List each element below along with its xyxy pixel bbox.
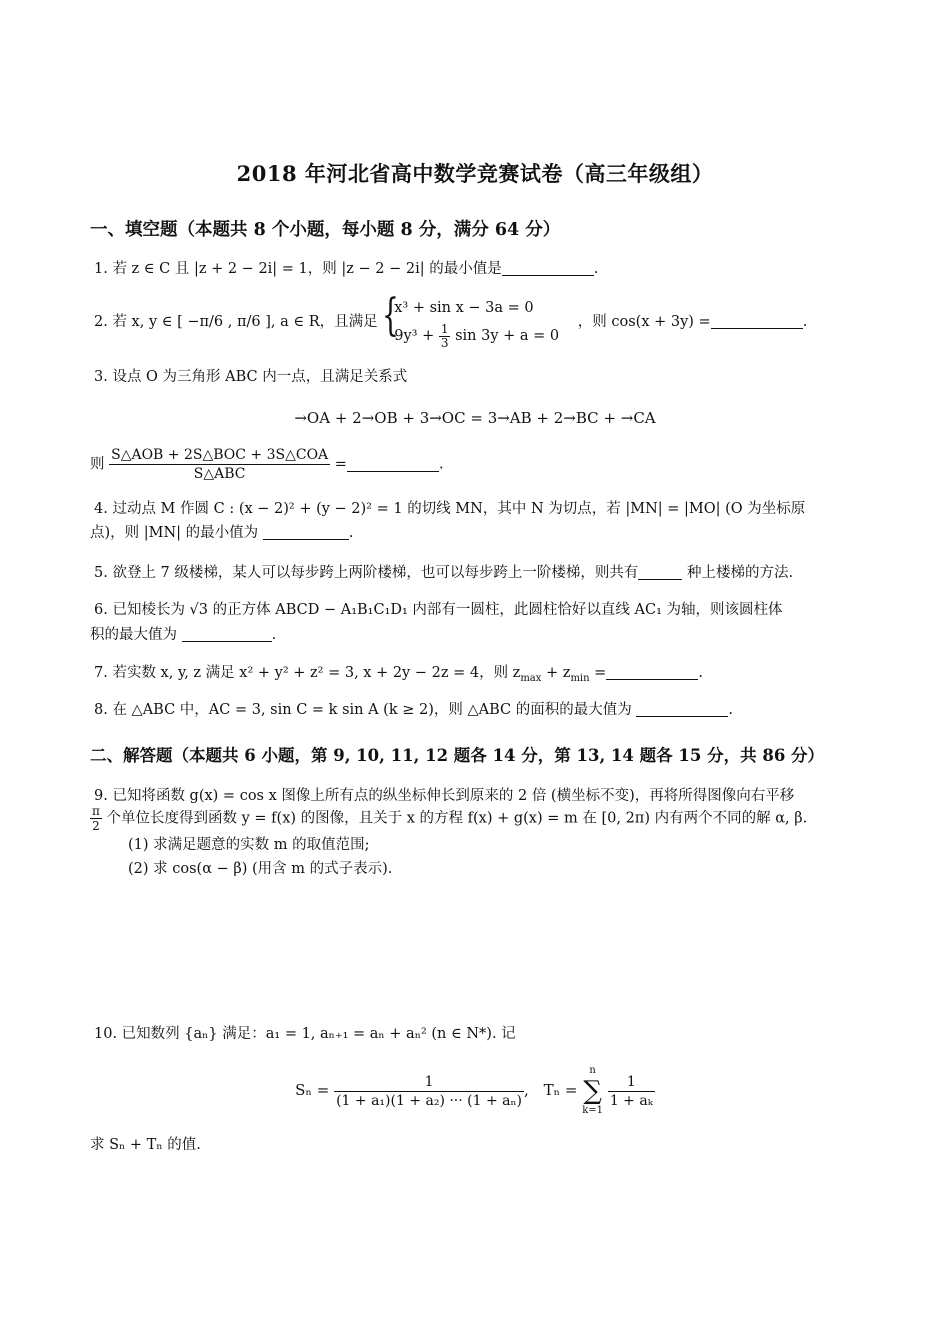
question-4-line-1: 4. 过动点 M 作圆 C : (x − 2)² + (y − 2)² = 1 的切线 MN，其中 N 为切点，若 |MN| = |MO| (O 为坐标原: [94, 501, 806, 517]
area-ratio-fraction: $\frac{\text{S△AOB + 2S△BOC + 3S△COA}}{\text{S△ABC}}$: [111, 447, 329, 482]
t-n-fraction: $\frac{1}{\text{1 + aₖ}}$: [609, 1073, 653, 1109]
page-title: 2018 年河北省高中数学竞赛试卷（高三年级组）: [236, 161, 714, 186]
question-6-line-1: 6. 已知棱长为 √3 的正方体 ABCD − A₁B₁C₁D₁ 内部有一圆柱，此圆柱恰好以直线 AC₁ 为轴，则该圆柱体: [94, 602, 783, 618]
system-eq-1: x³ + sin x − 3a = 0: [394, 300, 534, 316]
answer-blank: [347, 456, 439, 472]
summation-icon: n ∑ k=1: [582, 1065, 604, 1116]
answer-blank: [263, 524, 349, 540]
question-2: 2. 若 x, y ∈ [ −π/6 , π/6 ], a ∈ R，且满足 { x³ + sin x − 3a = 0 9y³ + $\frac{1}{3}$ sin 3y + a = 0 ，则 cos(x + 3y) = .: [94, 290, 808, 350]
vector-equation: →OA + 2→OB + 3→OC = 3→AB + 2→BC + →CA: [294, 409, 656, 427]
question-6-line-2: 积的最大值为 .: [90, 627, 277, 643]
question-9-part-2: (2) 求 cos(α − β) (用含 m 的式子表示).: [128, 861, 393, 877]
question-3-line-1: 3. 设点 O 为三角形 ABC 内一点，且满足关系式: [94, 369, 408, 385]
s-n-fraction: $\frac{1}{\text{(1 + a₁)(1 + a₂) ··· (1 + aₙ)}}$: [336, 1073, 523, 1109]
question-10-formulas: Sₙ = $\frac{1}{\text{(1 + a₁)(1 + a₂) ··· (1 + aₙ)}}$ , Tₙ = n ∑ k=1 $\frac{1}{\text{1 + aₖ}}$: [295, 1065, 653, 1116]
left-brace-icon: {: [382, 290, 400, 341]
equation-system: [382, 290, 560, 350]
answer-blank: [182, 626, 272, 642]
question-8: 8. 在 △ABC 中，AC = 3, sin C = k sin A (k ≥ 2)，则 △ABC 的面积的最大值为 .: [94, 702, 733, 718]
question-1-text: 1. 若 z ∈ C 且 |z + 2 − 2i| = 1，则 |z − 2 − 2i| 的最小值是: [94, 261, 502, 277]
question-7: 7. 若实数 x, y, z 满足 x² + y² + z² = 3, x + 2y − 2z = 4，则 $z_{max} + z_{min}$ = .: [94, 665, 703, 684]
answer-blank: [638, 564, 682, 580]
question-10-ask: 求 Sₙ + Tₙ 的值.: [90, 1137, 201, 1153]
answer-blank: [636, 701, 728, 717]
system-eq-2: 9y³ + $\frac{1}{3}$ sin 3y + a = 0: [394, 321, 560, 350]
question-3-ratio: 则 $\frac{\text{S△AOB + 2S△BOC + 3S△COA}}{\text{S△ABC}}$ = .: [90, 447, 444, 482]
question-9-line-1: 9. 已知将函数 g(x) = cos x 图像上所有点的纵坐标伸长到原来的 2 倍 (横坐标不变)，再将所得图像向右平移: [94, 788, 795, 804]
section-heading-solutions: 二、解答题（本题共 6 小题，第 9, 10, 11, 12 题各 14 分，第 13, 14 题各 15 分，共 86 分）: [90, 746, 825, 765]
question-5: 5. 欲登上 7 级楼梯，某人可以每步跨上两阶楼梯，也可以每步跨上一阶楼梯，则共有 种上楼梯的方法.: [94, 565, 794, 581]
interval: [ −π/6 , π/6 ]: [177, 314, 271, 330]
question-9-line-2: $\frac{\pi}{2}$ 个单位长度得到函数 y = f(x) 的图像，且关于 x 的方程 f(x) + g(x) = m 在 [0, 2π) 内有两个不同的解 α, β.: [92, 804, 808, 833]
question-1: 1. 若 z ∈ C 且 |z + 2 − 2i| = 1，则 |z − 2 − 2i| 的最小值是 .: [94, 261, 599, 277]
answer-blank: [711, 313, 803, 329]
answer-blank: [502, 260, 594, 276]
question-4-line-2: 点)，则 |MN| 的最小值为 .: [90, 525, 354, 541]
pi-over-2-fraction: $\frac{\pi}{2}$: [92, 804, 100, 833]
question-10-line-1: 10. 已知数列 {aₙ} 满足：a₁ = 1, aₙ₊₁ = aₙ + aₙ² (n ∈ N*). 记: [94, 1026, 516, 1042]
answer-blank: [606, 664, 698, 680]
section-heading-fill-in: 一、填空题（本题共 8 个小题，每小题 8 分，满分 64 分）: [90, 220, 561, 240]
question-9-part-1: (1) 求满足题意的实数 m 的取值范围;: [128, 837, 370, 853]
